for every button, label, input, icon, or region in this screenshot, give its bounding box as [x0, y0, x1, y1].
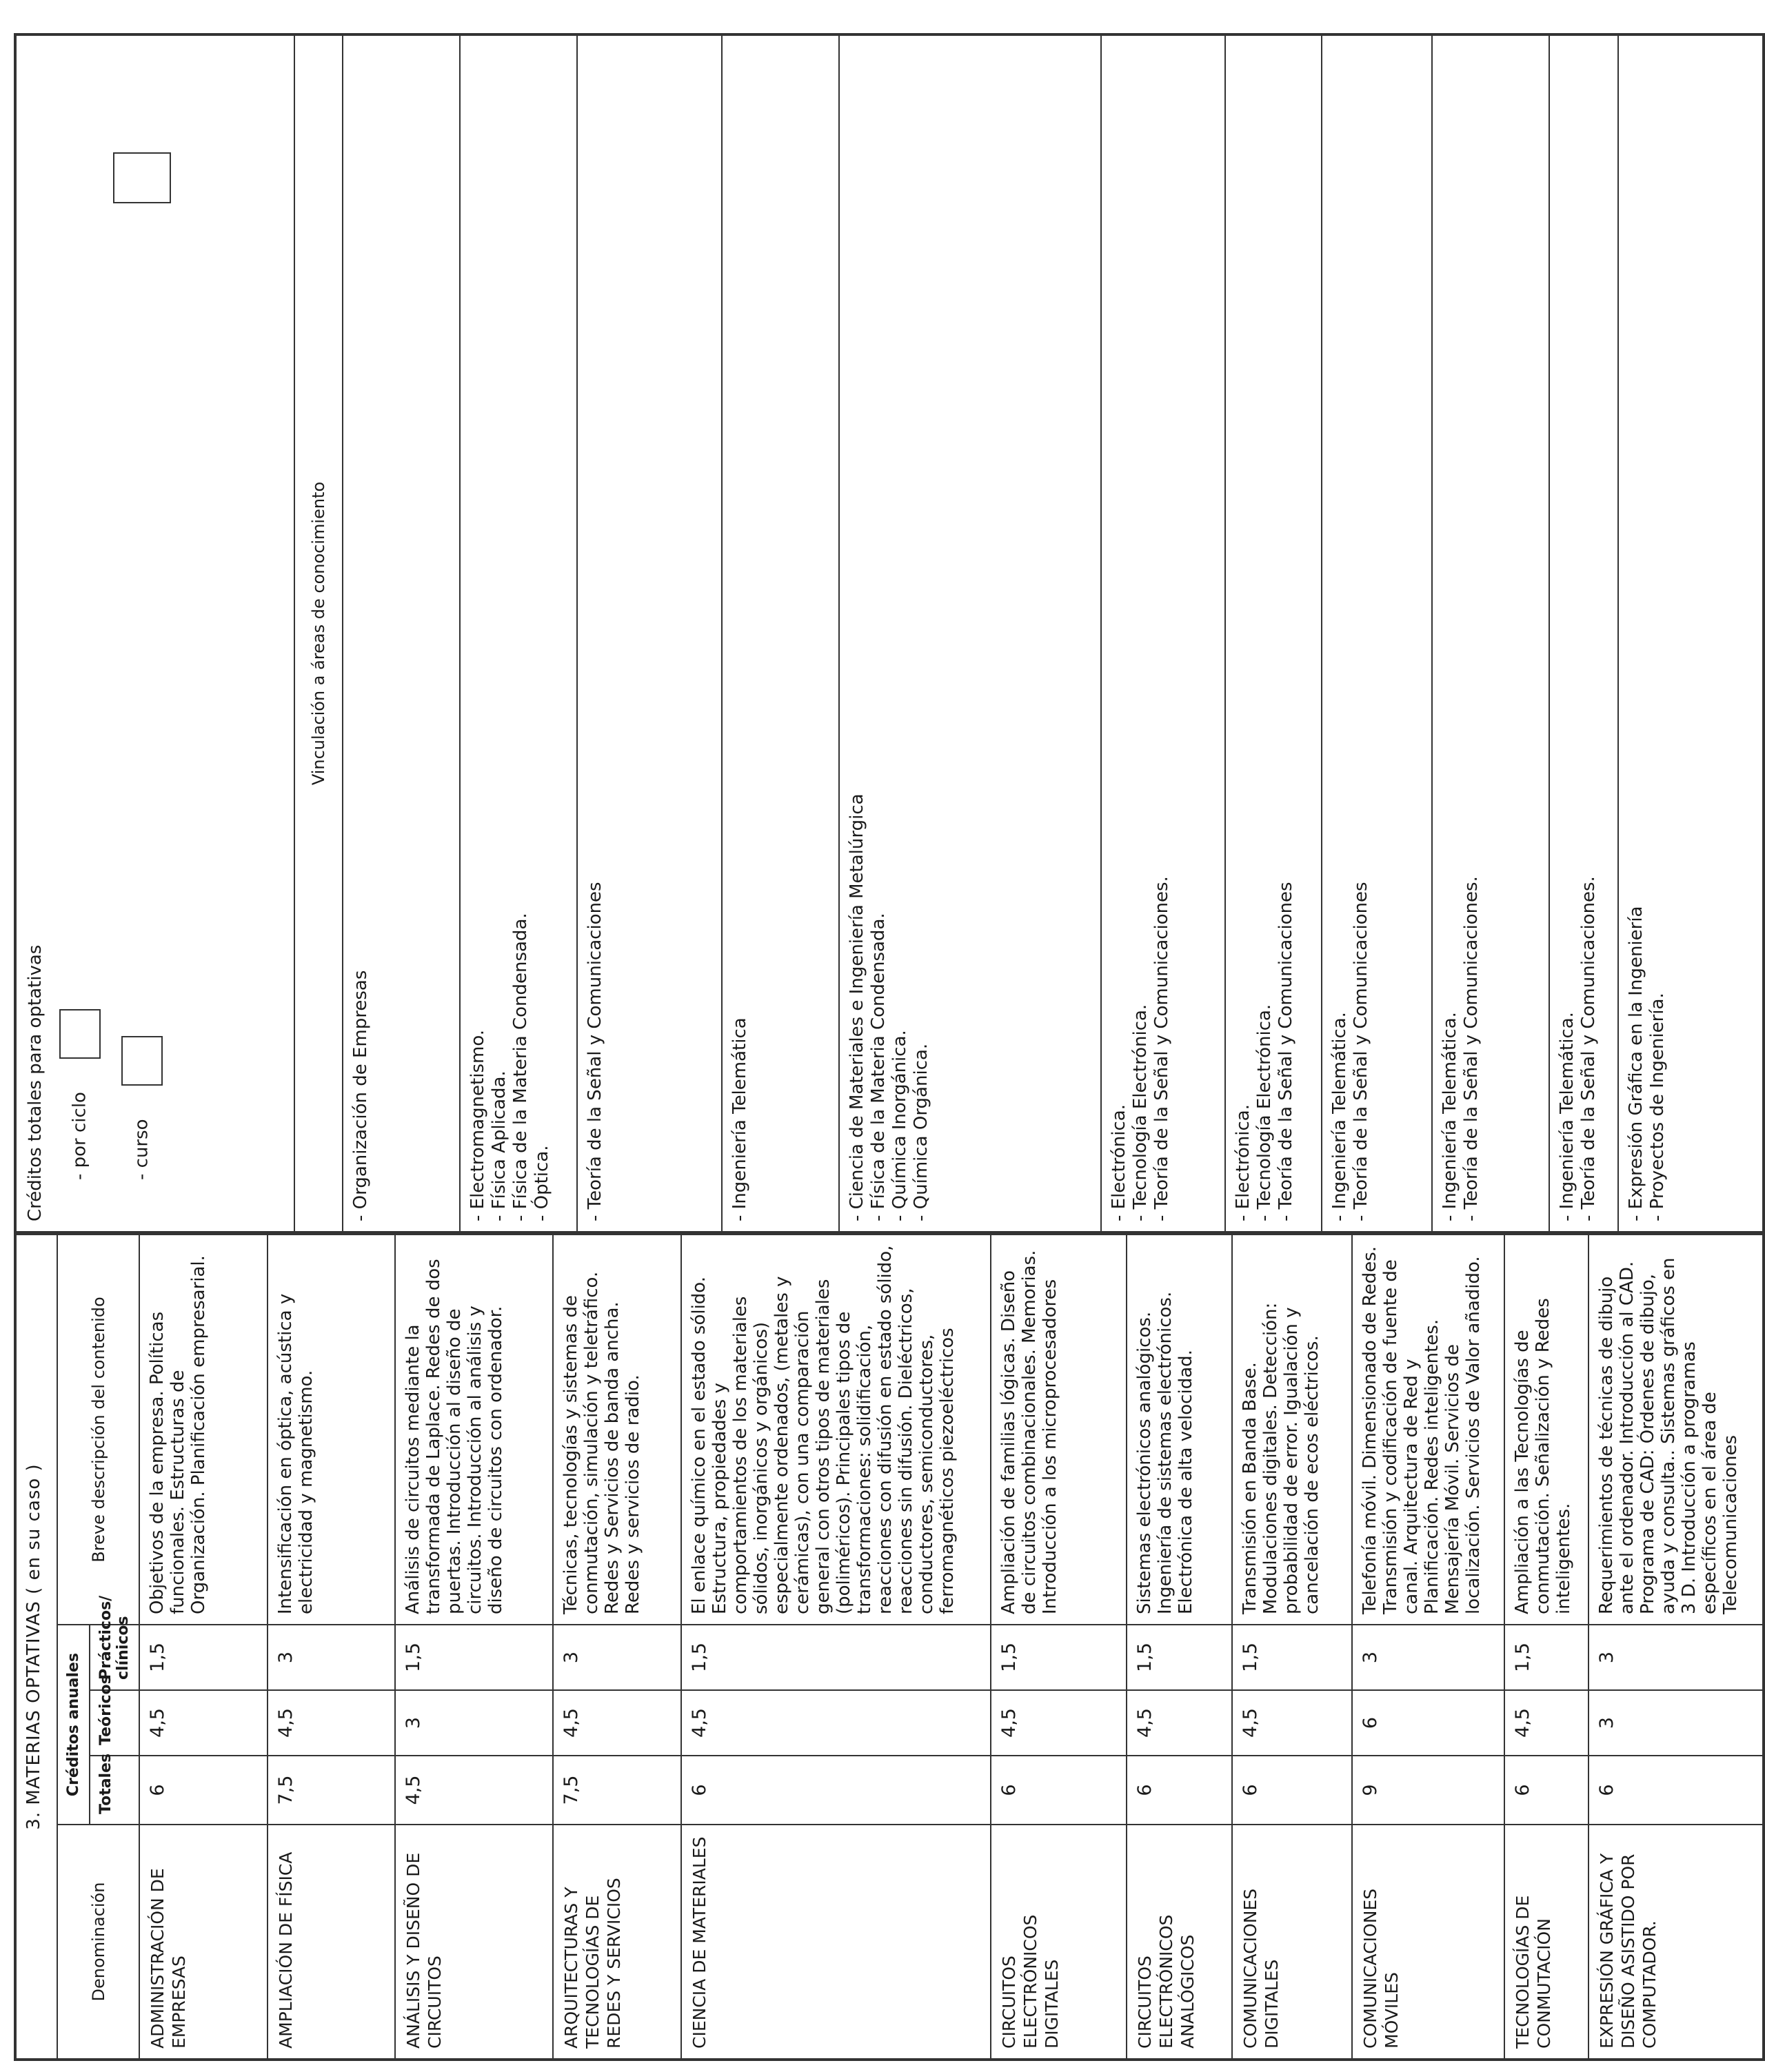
- areas-row: [722, 35, 839, 1232]
- knowledge-areas: [460, 35, 577, 1232]
- table-row: [1352, 1235, 1504, 2059]
- credits-practice: 1,5: [681, 1625, 991, 1690]
- credits-practice: 3: [1352, 1625, 1504, 1690]
- knowledge-area-item: - Teoría de la Señal y Comunicaciones.: [1461, 876, 1482, 1221]
- knowledge-area-item: - Electrónica.: [1109, 1104, 1129, 1221]
- knowledge-area-item: - Ingeniería Telemática.: [1440, 1012, 1460, 1221]
- table-row: [553, 1235, 681, 2059]
- subject-description: El enlace químico en el estado sólido. Estructura, propiedades y comportamientos de los materiales sólidos, inorgánicos y orgánicos) especialmente ordenados, (metales y cerámicas), con una comparación general con otros tipos de materiales (poliméricos). Principales tipos de transformaciones: solidificación, reacciones con difusión en estado sólido, reacciones sin difusión. Dieléctricos, conductores, semiconductores, ferromagnéticos piezoeléctricos: [681, 1235, 991, 1625]
- subjects-table: [15, 1234, 1764, 2060]
- credits-total: 6: [991, 1756, 1126, 1825]
- credits-practice: 3: [1588, 1625, 1763, 1690]
- credits-practice: 1,5: [1232, 1625, 1353, 1690]
- credits-practice: 1,5: [1127, 1625, 1232, 1690]
- credits-theory: 4,5: [553, 1690, 681, 1756]
- credits-theory: 4,5: [1504, 1690, 1588, 1756]
- areas-table: [15, 34, 1764, 1232]
- subject-description: Intensificación en óptica, acústica y electricidad y magnetismo.: [268, 1235, 396, 1625]
- header-totales: Totales: [90, 1756, 139, 1825]
- knowledge-areas: [722, 35, 839, 1232]
- subject-name: CIENCIA DE MATERIALES: [681, 1825, 991, 2059]
- credits-practice: 3: [553, 1625, 681, 1690]
- per-cycle-box: [59, 1009, 101, 1059]
- knowledge-area-item: - Física de la Materia Condensada.: [510, 913, 531, 1221]
- credits-practice: 1,5: [991, 1625, 1126, 1690]
- subject-description: Análisis de circuitos mediante la transformada de Laplace. Redes de dos puertas. Introducción al diseño de circuitos. Introducción al análisis y diseño de circuitos con ordenador.: [395, 1235, 553, 1625]
- table-row: [139, 1235, 268, 2059]
- knowledge-areas: [1225, 35, 1322, 1232]
- knowledge-area-item: - Ingeniería Telemática.: [1557, 1012, 1577, 1221]
- right-table-cell: [14, 34, 1764, 1233]
- credits-theory: 4,5: [991, 1690, 1126, 1756]
- per-cycle-label: - por ciclo: [69, 1092, 90, 1180]
- credits-theory: 4,5: [1232, 1690, 1353, 1756]
- knowledge-area-item: - Electromagnetismo.: [467, 1029, 488, 1221]
- subject-name: EXPRESIÓN GRÁFICA Y DISEÑO ASISTIDO POR COMPUTADOR.: [1588, 1825, 1763, 2059]
- credits-total: 6: [1504, 1756, 1588, 1825]
- knowledge-areas: [577, 35, 722, 1232]
- subject-description: Objetivos de la empresa. Políticas funcionales. Estructuras de Organización. Planificación empresarial.: [139, 1235, 268, 1625]
- table-row: [1588, 1235, 1763, 2059]
- course-label: - curso: [131, 1119, 152, 1180]
- knowledge-areas: [839, 35, 1101, 1232]
- subject-name: ARQUITECTURAS Y TECNOLOGÍAS DE REDES Y SERVICIOS: [553, 1825, 681, 2059]
- credits-per-cycle-row: [59, 45, 101, 1221]
- areas-row: [1322, 35, 1432, 1232]
- credits-theory: 4,5: [139, 1690, 268, 1756]
- table-banner: 3. MATERIAS OPTATIVAS ( en su caso ): [16, 1235, 57, 2059]
- knowledge-areas: [1618, 35, 1763, 1232]
- areas-row: [1618, 35, 1763, 1232]
- knowledge-area-item: - Teoría de la Señal y Comunicaciones: [585, 882, 605, 1221]
- subject-name: COMUNICACIONES DIGITALES: [1232, 1825, 1353, 2059]
- subject-description: Requerimientos de técnicas de dibujo ante el ordenador. Introducción al CAD. Programa de CAD: Órdenes de dibujo, ayuda y consulta.. Sistemas gráficos en 3 D. Introducción a programas específicos en el área de Telecomunicaciones: [1588, 1235, 1763, 1625]
- credits-practice: 1,5: [139, 1625, 268, 1690]
- knowledge-area-item: - Ciencia de Materiales e Ingeniería Metalúrgica: [847, 793, 867, 1221]
- subject-name: COMUNICACIONES MÓVILES: [1352, 1825, 1504, 2059]
- table-row: [395, 1235, 553, 2059]
- subject-description: Transmisión en Banda Base. Modulaciones digitales. Detección: probabilidad de error. Igualación y cancelación de ecos eléctricos.: [1232, 1235, 1353, 1625]
- credits-total: 4,5: [395, 1756, 553, 1825]
- subject-name: ANÁLISIS Y DISEÑO DE CIRCUITOS: [395, 1825, 553, 2059]
- knowledge-area-item: - Teoría de la Señal y Comunicaciones: [1351, 882, 1371, 1221]
- subject-description: Técnicas, tecnologías y sistemas de conmutación, simulación y teletráfico. Redes y Servicios de banda ancha. Redes y servicios de radio.: [553, 1235, 681, 1625]
- credits-total: 7,5: [268, 1756, 396, 1825]
- header-practicos: Prácticos/ clínicos: [90, 1625, 139, 1690]
- header-descripcion: Breve descripción del contenido: [57, 1235, 139, 1625]
- credits-theory: 4,5: [1127, 1690, 1232, 1756]
- subject-name: AMPLIACIÓN DE FÍSICA: [268, 1825, 396, 2059]
- header-denominacion: Denominación: [57, 1825, 139, 2059]
- course-box: [121, 1036, 163, 1086]
- credits-total: 6: [139, 1756, 268, 1825]
- knowledge-area-item: - Química Orgánica.: [911, 1043, 931, 1221]
- credits-total: 7,5: [553, 1756, 681, 1825]
- table-row: [991, 1235, 1126, 2059]
- knowledge-area-item: - Tecnología Electrónica.: [1254, 1004, 1275, 1221]
- header-areas: Vinculación a áreas de conocimiento: [294, 35, 343, 1232]
- subject-description: Ampliación a las Tecnologías de conmutación. Señalización y Redes inteligentes.: [1504, 1235, 1588, 1625]
- credits-total: 6: [1588, 1756, 1763, 1825]
- knowledge-areas: [343, 35, 460, 1232]
- knowledge-area-item: - Proyectos de Ingeniería.: [1647, 993, 1668, 1221]
- credits-theory: 4,5: [681, 1690, 991, 1756]
- table-row: [1232, 1235, 1353, 2059]
- credits-theory: 4,5: [268, 1690, 396, 1756]
- table-row: [1127, 1235, 1232, 2059]
- rotated-table-container: [14, 34, 1741, 2061]
- areas-row: [577, 35, 722, 1232]
- knowledge-area-item: - Física de la Materia Condensada.: [868, 913, 889, 1221]
- knowledge-area-item: - Ingeniería Telemática: [729, 1017, 750, 1221]
- table-row: [268, 1235, 396, 2059]
- knowledge-areas: [1322, 35, 1432, 1232]
- header-creditos-anuales: Créditos anuales: [57, 1625, 90, 1825]
- areas-row: [460, 35, 577, 1232]
- credits-title: Créditos totales para optativas: [25, 944, 46, 1221]
- credits-course-row: [113, 45, 171, 1221]
- subject-description: Telefonía móvil. Dimensionado de Redes. Transmisión y codificación de fuente de canal. Arquitectura de Red y Planificación. Redes inteligentes. Mensajería Móvil. Servicios de localización. Servicios de Valor añadido.: [1352, 1235, 1504, 1625]
- left-table-cell: [14, 1233, 1764, 2060]
- knowledge-areas: [1432, 35, 1549, 1232]
- credits-practice: 3: [268, 1625, 396, 1690]
- credits-theory: 6: [1352, 1690, 1504, 1756]
- knowledge-area-item: - Química Inorgánica.: [889, 1030, 910, 1221]
- credits-total: 9: [1352, 1756, 1504, 1825]
- knowledge-area-item: - Teoría de la Señal y Comunicaciones.: [1151, 876, 1172, 1221]
- subject-description: Sistemas electrónicos analógicos. Ingeniería de sistemas electrónicos. Electrónica de alta velocidad.: [1127, 1235, 1232, 1625]
- credits-practice: 1,5: [1504, 1625, 1588, 1690]
- credits-theory: 3: [1588, 1690, 1763, 1756]
- areas-row: [839, 35, 1101, 1232]
- knowledge-areas: [1549, 35, 1618, 1232]
- knowledge-area-item: - Física Aplicada.: [489, 1070, 510, 1221]
- knowledge-area-item: - Organización de Empresas: [350, 970, 371, 1221]
- credits-practice: 1,5: [395, 1625, 553, 1690]
- credits-total: 6: [1127, 1756, 1232, 1825]
- credits-theory: 3: [395, 1690, 553, 1756]
- credits-box: [16, 35, 294, 1232]
- total-box: [113, 152, 171, 203]
- subject-name: CIRCUITOS ELECTRÓNICOS ANALÓGICOS: [1127, 1825, 1232, 2059]
- knowledge-area-item: - Electrónica.: [1233, 1104, 1253, 1221]
- areas-row: [1101, 35, 1225, 1232]
- table-row: [1504, 1235, 1588, 2059]
- areas-row: [1225, 35, 1322, 1232]
- knowledge-area-item: - Tecnología Electrónica.: [1130, 1004, 1151, 1221]
- header-teoricos: Teóricos: [90, 1690, 139, 1756]
- credits-total: 6: [681, 1756, 991, 1825]
- areas-row: [343, 35, 460, 1232]
- knowledge-area-item: - Óptica.: [532, 1145, 552, 1221]
- credits-total: 6: [1232, 1756, 1353, 1825]
- knowledge-area-item: - Expresión Gráfica en la Ingeniería: [1626, 906, 1646, 1221]
- optativas-table: [14, 33, 1765, 2061]
- knowledge-area-item: - Teoría de la Señal y Comunicaciones: [1275, 882, 1296, 1221]
- knowledge-areas: [1101, 35, 1225, 1232]
- knowledge-area-item: - Teoría de la Señal y Comunicaciones.: [1578, 876, 1599, 1221]
- subject-name: TECNOLOGÍAS DE CONMUTACIÓN: [1504, 1825, 1588, 2059]
- areas-row: [1432, 35, 1549, 1232]
- subject-description: Ampliación de familias lógicas. Diseño de circuitos combinacionales. Memorias. Introducción a los microprocesadores: [991, 1235, 1126, 1625]
- areas-row: [1549, 35, 1618, 1232]
- table-row: [681, 1235, 991, 2059]
- subject-name: ADMINISTRACIÓN DE EMPRESAS: [139, 1825, 268, 2059]
- knowledge-area-item: - Ingeniería Telemática.: [1329, 1012, 1350, 1221]
- subject-name: CIRCUITOS ELECTRÓNICOS DIGITALES: [991, 1825, 1126, 2059]
